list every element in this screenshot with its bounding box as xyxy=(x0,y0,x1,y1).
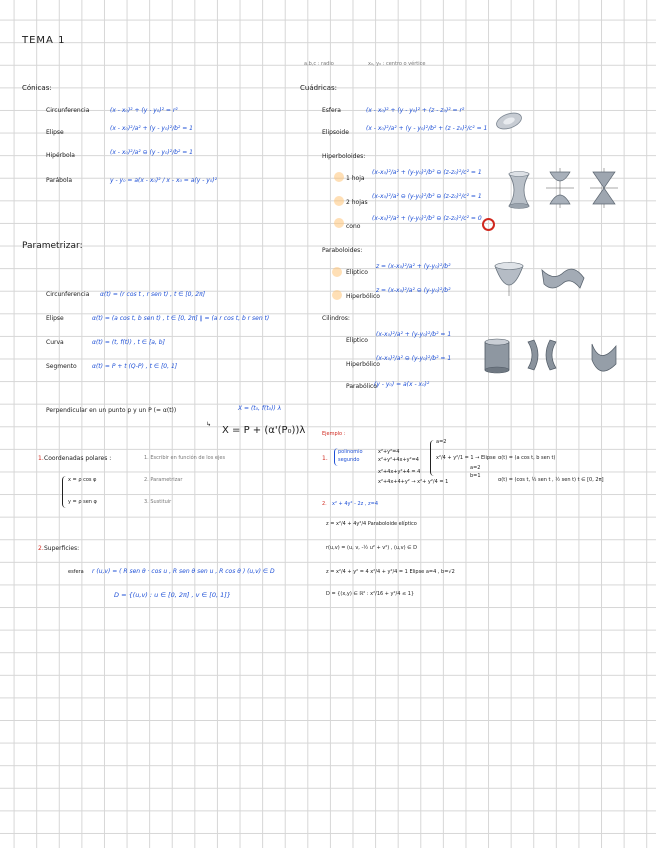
ejemplo-note: polinomio xyxy=(338,449,363,455)
superficies-formula: r (u,v) = ( R sen θ · cos u , R sen θ sen u , R cos θ ) (u,v) ∈ D xyxy=(92,568,275,575)
param-formula: α(t) = P + t (Q-P) , t ∈ [0, 1] xyxy=(92,363,178,370)
polares-equation: x = ρ cos φ xyxy=(68,477,97,483)
cilindro-formula: (y - y₀) = a(x - x₀)² xyxy=(374,381,430,388)
polares-equation: y = ρ sen φ xyxy=(68,499,97,505)
paraboloide-label: Hiperbólico xyxy=(346,293,380,300)
highlight-mark xyxy=(334,218,344,228)
ejemplo-step: x²+4x+y²+4 = 4 xyxy=(378,469,421,475)
hyperbolic-paraboloid-icon xyxy=(540,262,586,292)
ejemplo-step: x²/4 + y²/1 = 1 → Elipse xyxy=(436,455,496,461)
cuadricas-heading: Cuádricas: xyxy=(300,84,338,92)
param-label: Segmento xyxy=(46,363,77,370)
polares-heading: Coordenadas polares : xyxy=(44,455,112,462)
hiperboloide-formula: (x-x₀)²/a² + (y-y₀)²/b² ⊖ (z-z₀)²/c² = 0 xyxy=(372,215,482,222)
superficies-number: 2. xyxy=(38,545,44,552)
legend-radius: a,b,c : radio xyxy=(304,61,334,67)
conica-formula: (x - x₀)²/a² ⊖ (y - y₀)²/b² = 1 xyxy=(110,149,193,156)
param-formula: α(t) = (a cos t, b sen t) , t ∈ [0, 2π] ∥ = (a r cos t, b r sen t) xyxy=(92,315,270,322)
superficies-heading: Superficies: xyxy=(44,545,80,552)
conica-label: Circunferencia xyxy=(46,107,90,114)
ejemplo-result: α(t) = (a cos t, b sen t) xyxy=(498,455,556,461)
hyperboloid-one-sheet-icon xyxy=(506,170,532,210)
perpendicular-short: X = (t₀, f(t₀)) λ xyxy=(238,405,282,412)
legend-center: x₀, y₀ : centro o vértice xyxy=(368,61,426,67)
brace xyxy=(62,476,67,508)
hiperboloides-heading: Hiperboloides: xyxy=(322,153,366,160)
cilindro-formula: (x-x₀)²/a² ⊖ (y-y₀)²/b² = 1 xyxy=(376,355,452,362)
elliptic-cylinder-icon xyxy=(482,338,512,374)
polares-step: 2. Parametrizar xyxy=(144,477,183,483)
polares-step: 1. Escribir en función de los ejes xyxy=(144,455,226,461)
conicas-heading: Cónicas: xyxy=(22,84,52,92)
ejemplo-result: α(t) = (cos t, ½ sen t , ½ sen t) t ∈ [0, 2π] xyxy=(498,477,604,483)
conica-label: Parábola xyxy=(46,177,72,184)
polares-step: 3. Sustituir xyxy=(144,499,172,505)
cilindro-label: Parabólico xyxy=(346,383,377,390)
conica-formula: (x - x₀)²/a² + (y - y₀)²/b² = 1 xyxy=(110,125,193,132)
param-formula: α(t) = (t, f(t)) , t ∈ [a, b] xyxy=(92,339,165,346)
ejemplo-note: segundo xyxy=(338,457,360,463)
hiperboloide-label: 2 hojas xyxy=(346,199,368,206)
hyperboloid-two-sheets-icon xyxy=(546,168,574,208)
param-label: Elipse xyxy=(46,315,64,322)
ejemplo-step: a=2 xyxy=(470,465,481,471)
superficies-domain: D = {(u,v) : u ∈ [0, 2π] , v ∈ [0, 1]} xyxy=(114,591,231,599)
arrow-icon: ↳ xyxy=(206,421,212,428)
paraboloide-formula: z = (x-x₀)²/a² ⊖ (y-y₀)²/b² xyxy=(376,287,451,294)
param-label: Curva xyxy=(46,339,64,346)
param-label: Circunferencia xyxy=(46,291,90,298)
highlight-mark xyxy=(334,196,344,206)
param-formula: α(t) = (r cos t , r sen t) , t ∈ [0, 2π] xyxy=(100,291,206,298)
highlight-mark xyxy=(334,172,344,182)
ejemplo-line: r(u,v) = (u, v, -½ u² + v²) , (u,v) ∈ D xyxy=(326,545,417,551)
ejemplo-step: x²+y²=4 xyxy=(378,449,400,455)
circled-mark xyxy=(482,218,495,231)
cuadrica-formula: (x - x₀)²/a² + (y - y₀)²/b² + (z - z₀)²/c² = 1 xyxy=(366,125,488,132)
paraboloide-label: Elíptico xyxy=(346,269,368,276)
perpendicular-label: Perpendicular en un punto p y un P (= α(t)) xyxy=(46,407,177,414)
ejemplo-heading-2: x² + 4y² - 2z , z=4 xyxy=(332,501,379,507)
conica-label: Elipse xyxy=(46,129,64,136)
hyperbolic-cylinder-icon xyxy=(526,338,558,372)
ejemplo-step: b=1 xyxy=(470,473,481,479)
parametrizar-heading: Parametrizar: xyxy=(22,241,83,251)
cuadrica-formula: (x - x₀)² + (y - y₀)² + (z - z₀)² = r² xyxy=(366,107,465,114)
cilindros-heading: Cilindros: xyxy=(322,315,350,322)
ejemplo-number: 2. xyxy=(322,501,327,507)
highlight-mark xyxy=(332,267,342,277)
ejemplo-heading: Ejemplo : xyxy=(322,431,346,437)
ejemplo-step: x²+y²+4x+y²=4 xyxy=(378,457,419,463)
brace xyxy=(430,440,435,476)
conica-label: Hipérbola xyxy=(46,152,75,159)
parabolic-cylinder-icon xyxy=(588,340,620,372)
superficies-esfera-label: esfera xyxy=(68,569,84,575)
elliptic-paraboloid-icon xyxy=(492,260,526,298)
ejemplo-step: a=2 xyxy=(436,439,447,445)
paraboloide-formula: z = (x-x₀)²/a² + (y-y₀)²/b² xyxy=(376,263,451,270)
perpendicular-result: X = P + (α'(P₀))λ xyxy=(222,425,306,436)
hiperboloide-label: cono xyxy=(346,223,361,230)
ejemplo-line: z = x²/4 + 4y²/4 Paraboloide elíptico xyxy=(326,521,417,527)
conica-formula: y - y₀ = a(x - x₀)² / x - x₀ = a(y - y₀)² xyxy=(110,177,217,184)
double-cone-icon xyxy=(590,168,618,208)
cilindro-label: Hiperbólico xyxy=(346,361,380,368)
cilindro-formula: (x-x₀)²/a² + (y-y₀)²/b² = 1 xyxy=(376,331,452,338)
ejemplo-step: x²+4x+4+y² → x²+ y²/4 = 1 xyxy=(378,479,449,485)
cuadrica-label: Esfera xyxy=(322,107,341,114)
hiperboloide-label: 1 hoja xyxy=(346,175,365,182)
hiperboloide-formula: (x-x₀)²/a² + (y-y₀)²/b² ⊖ (z-z₀)²/c² = 1 xyxy=(372,169,482,176)
polares-number: 1. xyxy=(38,455,44,462)
ejemplo-number: 1. xyxy=(322,455,328,462)
highlight-mark xyxy=(332,290,342,300)
conica-formula: (x - x₀)² + (y - y₀)² = r² xyxy=(110,107,178,114)
cilindro-label: Elíptico xyxy=(346,337,368,344)
hiperboloide-formula: (x-x₀)²/a² ⊖ (y-y₀)²/b² ⊖ (z-z₀)²/c² = 1 xyxy=(372,193,482,200)
ejemplo-line: z = x²/4 + y² = 4 x²/4 + y²/4 = 1 Elipse a=4 , b=√2 xyxy=(326,569,455,575)
ellipsoid-icon xyxy=(494,110,524,132)
page-title: TEMA 1 xyxy=(22,35,66,46)
cuadrica-label: Elipsoide xyxy=(322,129,349,136)
paraboloides-heading: Paraboloides: xyxy=(322,247,363,254)
ejemplo-line: D = {(x,y) ∈ ℝ² : x²/16 + y²/4 ≤ 1} xyxy=(326,591,415,597)
